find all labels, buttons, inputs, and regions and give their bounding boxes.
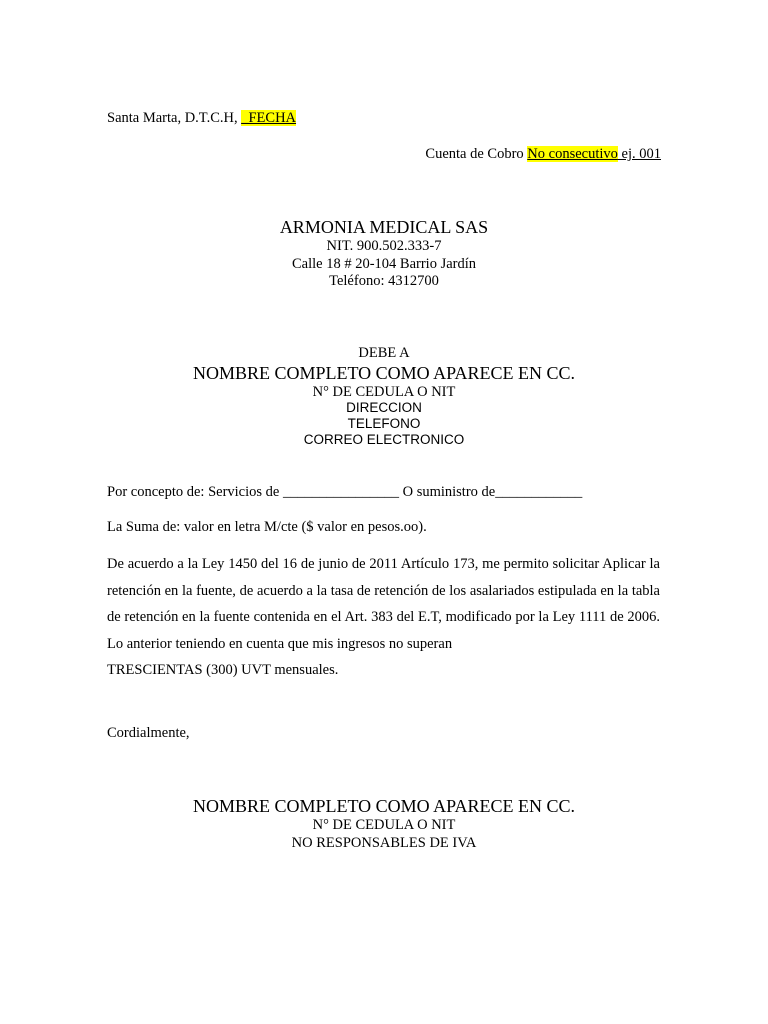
- company-address: Calle 18 # 20-104 Barrio Jardín: [291, 256, 477, 272]
- closing-text: Cordialmente,: [107, 725, 190, 741]
- date-line: [107, 110, 296, 127]
- debtor-name: NOMBRE COMPLETO COMO APARECE EN CC.: [192, 363, 576, 383]
- retention-paragraph-text: De acuerdo a la Ley 1450 del 16 de junio de 2011 Artículo 173, me permito solicitar Aplicar la retención en la fuente, de acuerdo a la tasa de retención de los asalariados estipulada en la tabla de retención en la fuente contenida en el Art. 383 del E.T, modificado por la Ley 1111 de 2006. Lo anterior teniendo en cuenta que mis ingresos no superan: [107, 556, 660, 652]
- date-placeholder: _FECHA: [241, 110, 297, 126]
- retention-paragraph-last-line: TRESCIENTAS (300) UVT mensuales.: [107, 662, 339, 679]
- signature-tax-status: NO RESPONSABLES DE IVA: [291, 835, 477, 851]
- company-name: ARMONIA MEDICAL SAS: [279, 217, 489, 237]
- signature-name: NOMBRE COMPLETO COMO APARECE EN CC.: [192, 796, 576, 816]
- concept-line: Por concepto de: Servicios de ________________ O suministro de____________: [107, 484, 583, 500]
- retention-paragraph: [107, 551, 660, 684]
- amount-line: La Suma de: valor en letra M/cte ($ valor en pesos.oo).: [107, 519, 427, 535]
- city-text: Santa Marta, D.T.C.H,: [107, 110, 242, 126]
- debtor-id: N° DE CEDULA O NIT: [312, 384, 456, 400]
- signature-id: N° DE CEDULA O NIT: [312, 817, 456, 833]
- example-number: ej. 001: [617, 146, 661, 162]
- debtor-phone: TELEFONO: [347, 416, 421, 431]
- company-nit: NIT. 900.502.333-7: [326, 238, 442, 254]
- debtor-email: CORREO ELECTRONICO: [303, 432, 465, 447]
- cuenta-de-cobro-line: [425, 146, 661, 163]
- debtor-address: DIRECCION: [346, 400, 422, 415]
- cuenta-label: Cuenta de Cobro: [425, 146, 528, 162]
- consecutivo-placeholder: No consecutivo: [527, 146, 618, 162]
- company-phone: Teléfono: 4312700: [329, 273, 439, 289]
- debe-a-label: DEBE A: [358, 345, 410, 361]
